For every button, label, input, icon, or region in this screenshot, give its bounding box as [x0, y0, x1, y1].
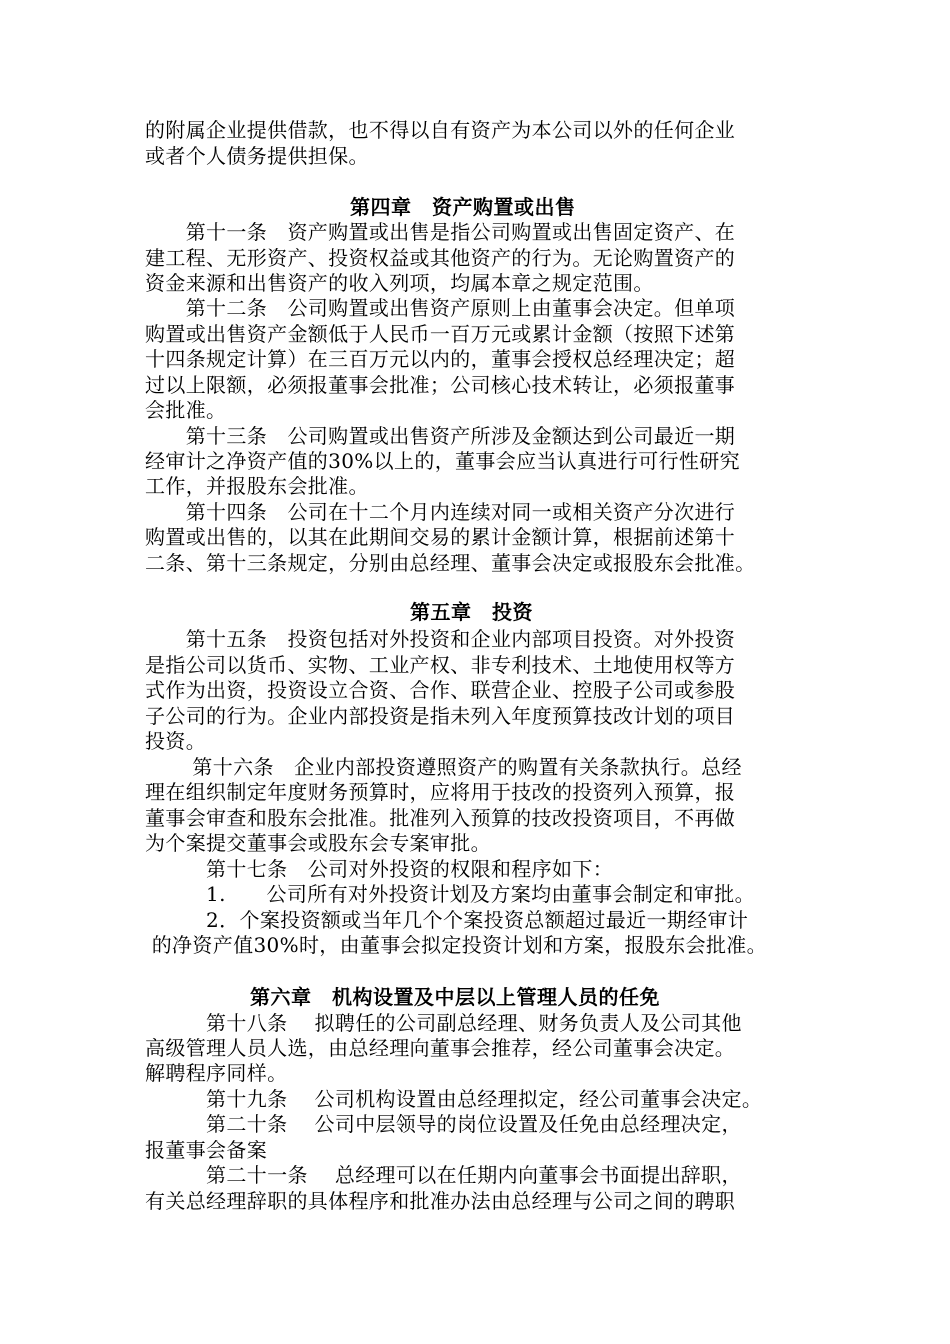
article-19-line: 第十九条 公司机构设置由总经理拟定，经公司董事会决定。 [145, 1087, 763, 1111]
article-12-line: 会批准。 [145, 398, 227, 422]
article-15-line: 第十五条 投资包括对外投资和企业内部项目投资。对外投资 [145, 627, 736, 651]
article-14-line: 二条、第十三条规定，分别由总经理、董事会决定或报股东会批准。 [145, 551, 756, 575]
article-20-line: 报董事会备案 [145, 1138, 268, 1162]
article-15-line: 投资。 [145, 729, 207, 753]
article-12-line: 过以上限额，必须报董事会批准；公司核心技术转让，必须报董事 [145, 373, 736, 397]
article-17-item-2: 的净资产值30%时，由董事会拟定投资计划和方案，报股东会批准。 [145, 933, 768, 957]
article-16-line: 为个案提交董事会或股东会专案审批。 [145, 831, 491, 855]
article-14-line: 购置或出售的，以其在此期间交易的累计金额计算，根据前述第十 [145, 525, 736, 549]
article-18-line: 高级管理人员人选，由总经理向董事会推荐，经公司董事会决定。 [145, 1036, 736, 1060]
article-11-line: 第十一条 资产购置或出售是指公司购置或出售固定资产、在 [145, 220, 736, 244]
article-15-line: 是指公司以货币、实物、工业产权、非专利技术、土地使用权等方 [145, 653, 736, 677]
article-18-line: 解聘程序同样。 [145, 1061, 288, 1085]
article-20-line: 第二十条 公司中层领导的岗位设置及任免由总经理决定， [145, 1112, 742, 1136]
article-16-line: 董事会审查和股东会批准。批准列入预算的技改投资项目，不再做 [145, 806, 736, 830]
chapter-5-title: 第五章 投资 [410, 600, 533, 624]
article-13-line: 工作，并报股东会批准。 [145, 474, 369, 498]
text-line: 的附属企业提供借款，也不得以自有资产为本公司以外的任何企业 [145, 118, 736, 142]
article-12-line: 第十二条 公司购置或出售资产原则上由董事会决定。但单项 [145, 296, 736, 320]
chapter-4-title: 第四章 资产购置或出售 [350, 195, 576, 219]
article-21-line: 有关总经理辞职的具体程序和批准办法由总经理与公司之间的聘职 [145, 1189, 736, 1213]
article-13-line: 第十三条 公司购置或出售资产所涉及金额达到公司最近一期 [145, 424, 736, 448]
chapter-6-title: 第六章 机构设置及中层以上管理人员的任免 [250, 985, 660, 1009]
article-15-line: 式作为出资，投资设立合资、合作、联营企业、控股子公司或参股 [145, 678, 736, 702]
article-21-line: 第二十一条 总经理可以在任期内向董事会书面提出辞职， [145, 1163, 742, 1187]
article-16-line: 理在组织制定年度财务预算时，应将用于技改的投资列入预算，报 [145, 780, 736, 804]
article-18-line: 第十八条 拟聘任的公司副总经理、财务负责人及公司其他 [145, 1011, 742, 1035]
text-line: 或者个人债务提供担保。 [145, 144, 369, 168]
article-13-line: 经审计之净资产值的30%以上的，董事会应当认真进行可行性研究 [145, 449, 740, 473]
article-15-line: 子公司的行为。企业内部投资是指未列入年度预算技改计划的项目 [145, 704, 736, 728]
article-11-line: 建工程、无形资产、投资权益或其他资产的行为。无论购置资产的 [145, 246, 736, 270]
article-14-line: 第十四条 公司在十二个月内连续对同一或相关资产分次进行 [145, 500, 736, 524]
article-16-line: 第十六条 企业内部投资遵照资产的购置有关条款执行。总经 [145, 755, 742, 779]
article-17-line: 第十七条 公司对外投资的权限和程序如下： [145, 857, 614, 881]
article-12-line: 十四条规定计算）在三百万元以内的，董事会授权总经理决定；超 [145, 347, 736, 371]
article-17-item-2: 2．个案投资额或当年几个个案投资总额超过最近一期经审计 [145, 908, 749, 932]
article-17-item-1: 1. 公司所有对外投资计划及方案均由董事会制定和审批。 [145, 882, 755, 906]
article-12-line: 购置或出售资产金额低于人民币一百万元或累计金额（按照下述第 [145, 322, 736, 346]
article-11-line: 资金来源和出售资产的收入列项，均属本章之规定范围。 [145, 271, 654, 295]
